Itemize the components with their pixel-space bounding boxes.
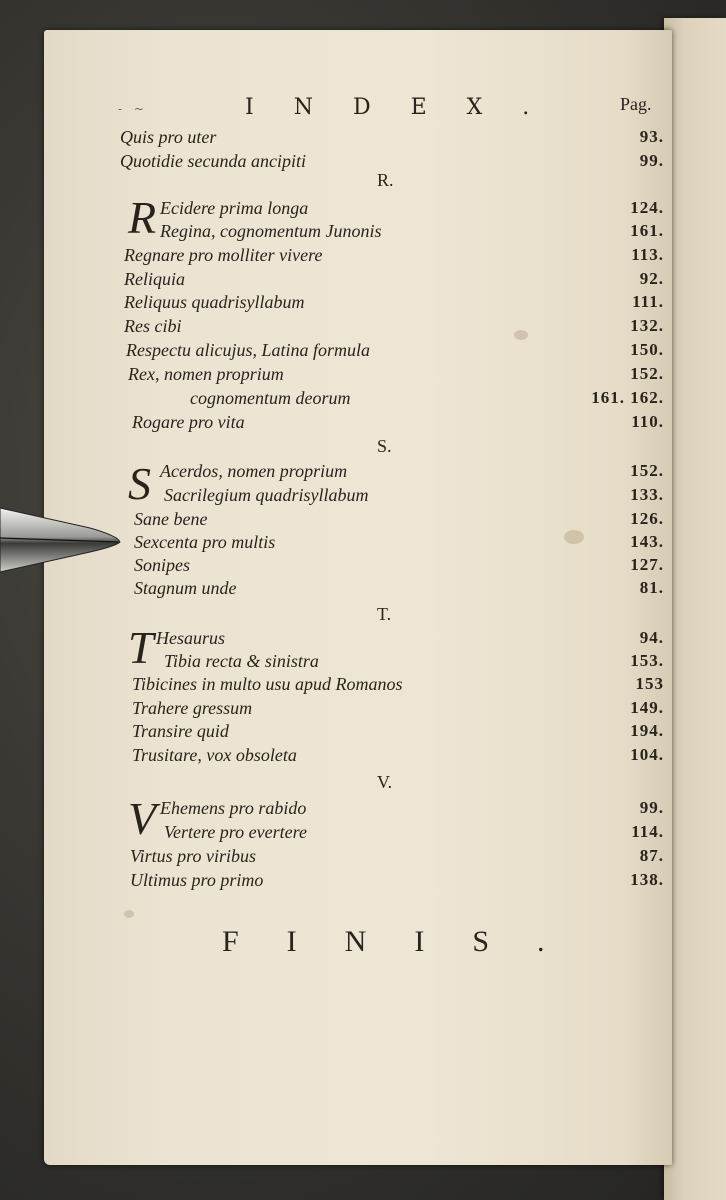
- entry-page: 87.: [639, 846, 664, 865]
- index-entry: [0, 245, 726, 267]
- index-entry: [0, 412, 726, 434]
- entry-term: Sexcenta pro multis: [134, 532, 276, 552]
- entry-term: Acerdos, nomen proprium: [160, 461, 348, 481]
- entry-term: Stagnum unde: [134, 578, 237, 598]
- entry-page: 111.: [632, 292, 664, 311]
- entry-page: 127.: [630, 555, 664, 574]
- entry-page: 93.: [639, 127, 664, 146]
- index-entry: [0, 340, 726, 362]
- index-entry: [0, 151, 726, 173]
- drop-initial: T: [128, 622, 154, 673]
- index-entry: [0, 798, 726, 820]
- entry-page: 132.: [630, 316, 664, 335]
- entry-page: 99.: [639, 798, 664, 817]
- finis-colophon: FINIS.: [222, 925, 593, 958]
- index-entry: [0, 578, 726, 600]
- entry-term: Quis pro uter: [120, 127, 217, 147]
- entry-page: 153.: [630, 651, 664, 670]
- index-entry: [0, 316, 726, 338]
- foxing-spot: [124, 910, 134, 918]
- section-letter: R.: [377, 170, 394, 190]
- entry-page: 149.: [630, 698, 664, 717]
- index-entry: [0, 674, 726, 696]
- entry-term: Rogare pro vita: [132, 412, 245, 432]
- entry-term: Sacrilegium quadrisyllabum: [164, 485, 369, 505]
- entry-term: Regina, cognomentum Junonis: [160, 221, 382, 241]
- index-entry: [0, 698, 726, 720]
- entry-page: 114.: [631, 822, 664, 841]
- index-entry: [0, 198, 726, 220]
- index-entry: [0, 870, 726, 892]
- index-entry: [0, 292, 726, 314]
- entry-page: 94.: [639, 628, 664, 647]
- entry-term: Trusitare, vox obsoleta: [132, 745, 297, 765]
- index-entry: [0, 628, 726, 650]
- entry-page: 133.: [630, 485, 664, 504]
- entry-term: Ecidere prima longa: [160, 198, 309, 218]
- entry-term: Rex, nomen proprium: [128, 364, 284, 384]
- entry-term: Ehemens pro rabido: [160, 798, 307, 818]
- entry-term: Regnare pro molliter vivere: [124, 245, 323, 265]
- entry-page: 161.: [630, 221, 664, 240]
- entry-term: Tibia recta & sinistra: [164, 651, 319, 671]
- entry-page: 152.: [630, 461, 664, 480]
- entry-term: Trahere gressum: [132, 698, 253, 718]
- entry-page: 126.: [630, 509, 664, 528]
- entry-term: Hesaurus: [156, 628, 226, 648]
- index-entry: [0, 651, 726, 673]
- entry-page: 110.: [631, 412, 664, 431]
- entry-term: Ultimus pro primo: [130, 870, 264, 890]
- ornament: - ~: [118, 102, 148, 116]
- entry-page: 138.: [630, 870, 664, 889]
- entry-term: Quotidie secunda ancipiti: [120, 151, 306, 171]
- entry-page: 92.: [639, 269, 664, 288]
- entry-term: Virtus pro viribus: [130, 846, 257, 866]
- entry-term: Sane bene: [134, 509, 208, 529]
- section-letter: T.: [377, 604, 392, 624]
- entry-page: 150.: [630, 340, 664, 359]
- entry-term: Reliquia: [124, 269, 185, 289]
- page-column-label: Pag.: [620, 94, 652, 114]
- index-entry: [0, 269, 726, 291]
- entry-page: 152.: [630, 364, 664, 383]
- entry-page: 153: [635, 674, 664, 693]
- entry-term: Tibicines in multo usu apud Romanos: [132, 674, 403, 694]
- index-entry: [0, 846, 726, 868]
- index-entry: [0, 364, 726, 386]
- entry-page: 143.: [630, 532, 664, 551]
- entry-page: 113.: [631, 245, 664, 264]
- entry-term: Sonipes: [134, 555, 190, 575]
- entry-page: 99.: [639, 151, 664, 170]
- drop-initial: V: [128, 793, 157, 844]
- entry-term: Respectu alicujus, Latina formula: [126, 340, 370, 360]
- index-entry: [0, 388, 726, 410]
- index-entry: [0, 745, 726, 767]
- section-letter: S.: [377, 436, 392, 456]
- entry-page: 124.: [630, 198, 664, 217]
- entry-term: cognomentum deorum: [190, 388, 351, 408]
- entry-page: 81.: [639, 578, 664, 597]
- entry-page: 161. 162.: [591, 388, 664, 407]
- index-entry: [0, 461, 726, 483]
- entry-term: Res cibi: [124, 316, 182, 336]
- index-entry: [0, 127, 726, 149]
- entry-page: 194.: [630, 721, 664, 740]
- letter-opener-blade: [0, 500, 130, 580]
- entry-page: 104.: [630, 745, 664, 764]
- adjacent-page-edge: [664, 18, 726, 1200]
- index-entry: [0, 221, 726, 243]
- index-entry: [0, 822, 726, 844]
- section-letter: V.: [377, 772, 393, 792]
- entry-term: Transire quid: [132, 721, 229, 741]
- entry-term: Reliquus quadrisyllabum: [124, 292, 305, 312]
- drop-initial: R: [128, 192, 157, 243]
- index-entry: [0, 721, 726, 743]
- drop-initial: S: [128, 458, 151, 509]
- entry-term: Vertere pro evertere: [164, 822, 307, 842]
- page-title: INDEX.: [245, 95, 570, 120]
